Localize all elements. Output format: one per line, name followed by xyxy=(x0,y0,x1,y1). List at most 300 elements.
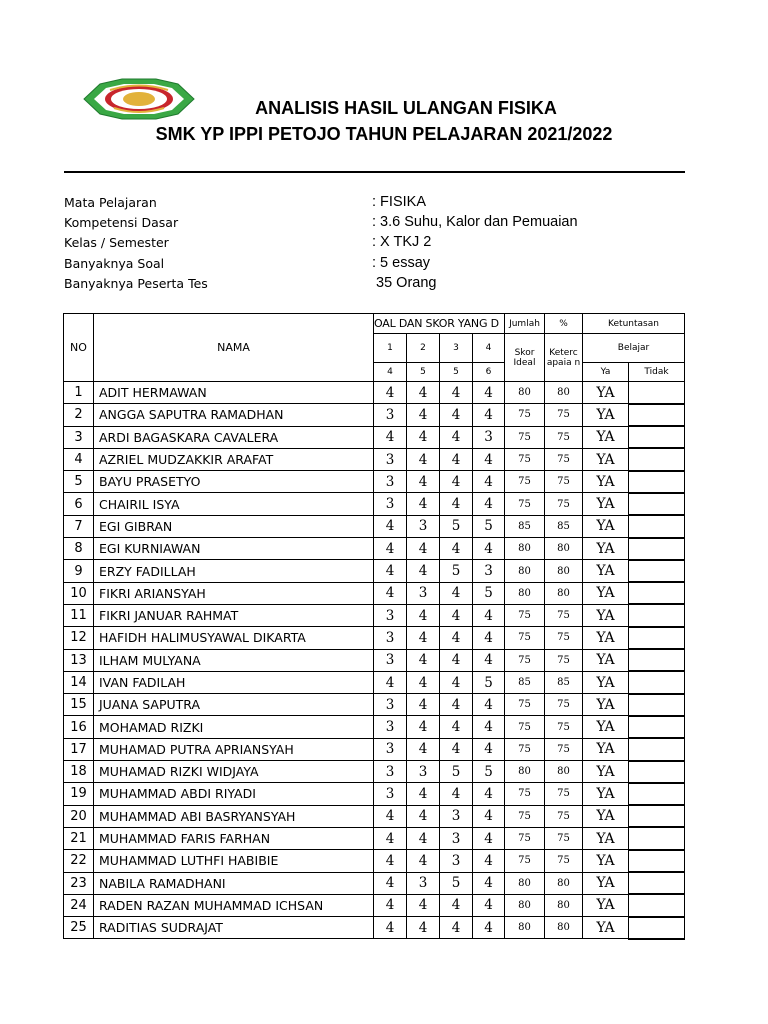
cell-soal-2: 4 xyxy=(407,560,440,582)
cell-soal-3: 4 xyxy=(440,738,473,760)
cell-ya: YA xyxy=(583,761,629,783)
cell-soal-2: 4 xyxy=(407,783,440,805)
cell-jumlah: 75 xyxy=(505,716,545,738)
table-row xyxy=(64,761,685,783)
cell-soal-3: 4 xyxy=(440,404,473,426)
cell-soal-1: 3 xyxy=(374,694,407,716)
cell-soal-3: 5 xyxy=(440,761,473,783)
cell-soal-3: 3 xyxy=(440,805,473,827)
header-no: NO xyxy=(64,314,94,382)
cell-tidak xyxy=(629,538,685,560)
cell-nama: EGI KURNIAWAN xyxy=(94,538,374,560)
cell-no: 20 xyxy=(64,805,94,827)
header-soal-4: 4 xyxy=(473,334,505,363)
cell-nama: AZRIEL MUDZAKKIR ARAFAT xyxy=(94,448,374,470)
cell-soal-3: 5 xyxy=(440,515,473,537)
cell-soal-4: 4 xyxy=(473,917,505,939)
cell-tidak xyxy=(629,738,685,760)
cell-no: 3 xyxy=(64,426,94,448)
cell-persen: 80 xyxy=(545,894,583,916)
cell-soal-4: 5 xyxy=(473,671,505,693)
cell-ya: YA xyxy=(583,738,629,760)
header-max-4: 6 xyxy=(473,363,505,382)
cell-jumlah: 75 xyxy=(505,649,545,671)
cell-soal-2: 4 xyxy=(407,382,440,404)
cell-nama: JUANA SAPUTRA xyxy=(94,694,374,716)
cell-ya: YA xyxy=(583,917,629,939)
header-max-2: 5 xyxy=(407,363,440,382)
cell-no: 9 xyxy=(64,560,94,582)
cell-nama: RADEN RAZAN MUHAMMAD ICHSAN xyxy=(94,894,374,916)
cell-soal-2: 4 xyxy=(407,894,440,916)
table-row xyxy=(64,671,685,693)
cell-nama: ADIT HERMAWAN xyxy=(94,382,374,404)
header-max-3: 5 xyxy=(440,363,473,382)
cell-soal-4: 4 xyxy=(473,783,505,805)
cell-tidak xyxy=(629,694,685,716)
cell-soal-2: 4 xyxy=(407,604,440,626)
info-value-banyaknya-soal: : 5 essay xyxy=(372,255,431,271)
cell-ya: YA xyxy=(583,649,629,671)
cell-persen: 80 xyxy=(545,382,583,404)
table-row xyxy=(64,850,685,872)
cell-tidak xyxy=(629,560,685,582)
cell-soal-2: 4 xyxy=(407,805,440,827)
cell-no: 18 xyxy=(64,761,94,783)
cell-soal-2: 3 xyxy=(407,515,440,537)
cell-soal-1: 4 xyxy=(374,671,407,693)
cell-soal-4: 3 xyxy=(473,426,505,448)
cell-persen: 80 xyxy=(545,872,583,894)
cell-jumlah: 75 xyxy=(505,493,545,515)
cell-tidak xyxy=(629,627,685,649)
cell-soal-3: 3 xyxy=(440,850,473,872)
cell-soal-1: 3 xyxy=(374,448,407,470)
cell-soal-2: 4 xyxy=(407,917,440,939)
cell-jumlah: 80 xyxy=(505,894,545,916)
cell-persen: 80 xyxy=(545,560,583,582)
cell-soal-2: 4 xyxy=(407,448,440,470)
header-tidak: Tidak xyxy=(629,363,685,382)
cell-soal-3: 4 xyxy=(440,671,473,693)
cell-ya: YA xyxy=(583,827,629,849)
cell-no: 1 xyxy=(64,382,94,404)
cell-nama: MUHAMMAD FARIS FARHAN xyxy=(94,827,374,849)
cell-soal-3: 4 xyxy=(440,604,473,626)
cell-soal-4: 5 xyxy=(473,582,505,604)
cell-soal-1: 4 xyxy=(374,582,407,604)
cell-no: 11 xyxy=(64,604,94,626)
cell-ya: YA xyxy=(583,515,629,537)
cell-jumlah: 75 xyxy=(505,471,545,493)
cell-nama: MUHAMMAD ABI BASRYANSYAH xyxy=(94,805,374,827)
cell-ya: YA xyxy=(583,493,629,515)
cell-persen: 75 xyxy=(545,493,583,515)
table-row xyxy=(64,827,685,849)
cell-soal-3: 4 xyxy=(440,426,473,448)
cell-persen: 80 xyxy=(545,538,583,560)
cell-jumlah: 75 xyxy=(505,627,545,649)
cell-persen: 75 xyxy=(545,448,583,470)
cell-soal-1: 3 xyxy=(374,738,407,760)
cell-no: 4 xyxy=(64,448,94,470)
cell-no: 24 xyxy=(64,894,94,916)
table-row xyxy=(64,382,685,404)
cell-soal-1: 4 xyxy=(374,917,407,939)
cell-jumlah: 75 xyxy=(505,850,545,872)
cell-soal-3: 3 xyxy=(440,827,473,849)
cell-tidak xyxy=(629,917,685,939)
cell-soal-1: 4 xyxy=(374,382,407,404)
cell-nama: MUHAMMAD LUTHFI HABIBIE xyxy=(94,850,374,872)
cell-nama: ILHAM MULYANA xyxy=(94,649,374,671)
cell-soal-4: 4 xyxy=(473,493,505,515)
cell-jumlah: 75 xyxy=(505,694,545,716)
cell-nama: FIKRI ARIANSYAH xyxy=(94,582,374,604)
header-divider xyxy=(64,171,685,173)
cell-soal-4: 4 xyxy=(473,827,505,849)
cell-no: 6 xyxy=(64,493,94,515)
cell-persen: 75 xyxy=(545,604,583,626)
cell-soal-4: 4 xyxy=(473,604,505,626)
cell-persen: 85 xyxy=(545,515,583,537)
cell-jumlah: 75 xyxy=(505,738,545,760)
cell-soal-3: 5 xyxy=(440,872,473,894)
cell-ya: YA xyxy=(583,894,629,916)
cell-tidak xyxy=(629,850,685,872)
cell-no: 15 xyxy=(64,694,94,716)
info-value-kelas-semester: : X TKJ 2 xyxy=(372,234,432,250)
cell-soal-2: 4 xyxy=(407,493,440,515)
cell-soal-1: 4 xyxy=(374,850,407,872)
cell-soal-2: 4 xyxy=(407,671,440,693)
table-row xyxy=(64,404,685,426)
cell-ya: YA xyxy=(583,382,629,404)
cell-persen: 75 xyxy=(545,783,583,805)
cell-soal-1: 4 xyxy=(374,827,407,849)
cell-soal-2: 3 xyxy=(407,582,440,604)
header-skor-ideal: Skor Ideal xyxy=(505,334,545,382)
cell-no: 19 xyxy=(64,783,94,805)
info-label-peserta-tes: Banyaknya Peserta Tes xyxy=(64,276,208,291)
header-jumlah: Jumlah xyxy=(505,314,545,334)
info-label-kelas-semester: Kelas / Semester xyxy=(64,235,169,250)
cell-soal-2: 4 xyxy=(407,538,440,560)
cell-soal-4: 4 xyxy=(473,805,505,827)
cell-soal-3: 4 xyxy=(440,716,473,738)
cell-soal-1: 3 xyxy=(374,783,407,805)
cell-jumlah: 80 xyxy=(505,761,545,783)
cell-soal-2: 4 xyxy=(407,738,440,760)
header-soal-1: 1 xyxy=(374,334,407,363)
cell-tidak xyxy=(629,805,685,827)
table-row xyxy=(64,515,685,537)
cell-tidak xyxy=(629,827,685,849)
cell-soal-3: 4 xyxy=(440,627,473,649)
cell-soal-1: 3 xyxy=(374,649,407,671)
table-row xyxy=(64,716,685,738)
header-soal-3: 3 xyxy=(440,334,473,363)
cell-soal-3: 4 xyxy=(440,582,473,604)
cell-soal-3: 4 xyxy=(440,493,473,515)
cell-ya: YA xyxy=(583,426,629,448)
cell-jumlah: 75 xyxy=(505,448,545,470)
cell-persen: 75 xyxy=(545,805,583,827)
school-title: SMK YP IPPI PETOJO TAHUN PELAJARAN 2021/2022 xyxy=(155,124,613,144)
cell-no: 25 xyxy=(64,917,94,939)
cell-ya: YA xyxy=(583,716,629,738)
cell-jumlah: 80 xyxy=(505,382,545,404)
cell-nama: CHAIRIL ISYA xyxy=(94,493,374,515)
header-persen: % xyxy=(545,314,583,334)
report-title: ANALISIS HASIL ULANGAN FISIKA xyxy=(255,98,557,118)
cell-soal-2: 4 xyxy=(407,827,440,849)
cell-persen: 75 xyxy=(545,627,583,649)
cell-no: 16 xyxy=(64,716,94,738)
cell-soal-4: 5 xyxy=(473,515,505,537)
cell-soal-2: 4 xyxy=(407,694,440,716)
cell-persen: 75 xyxy=(545,471,583,493)
cell-soal-1: 3 xyxy=(374,604,407,626)
cell-tidak xyxy=(629,671,685,693)
cell-jumlah: 80 xyxy=(505,560,545,582)
cell-soal-3: 4 xyxy=(440,649,473,671)
cell-no: 5 xyxy=(64,471,94,493)
cell-soal-4: 4 xyxy=(473,894,505,916)
cell-tidak xyxy=(629,761,685,783)
cell-persen: 80 xyxy=(545,582,583,604)
info-value-mata-pelajaran: : FISIKA xyxy=(372,194,426,210)
cell-ya: YA xyxy=(583,805,629,827)
info-label-kompetensi-dasar: Kompetensi Dasar xyxy=(64,215,179,230)
cell-ya: YA xyxy=(583,582,629,604)
cell-soal-4: 5 xyxy=(473,761,505,783)
cell-nama: RADITIAS SUDRAJAT xyxy=(94,917,374,939)
cell-tidak xyxy=(629,493,685,515)
cell-nama: EGI GIBRAN xyxy=(94,515,374,537)
cell-soal-3: 4 xyxy=(440,538,473,560)
cell-tidak xyxy=(629,382,685,404)
cell-tidak xyxy=(629,582,685,604)
cell-ya: YA xyxy=(583,783,629,805)
cell-nama: NABILA RAMADHANI xyxy=(94,872,374,894)
cell-jumlah: 80 xyxy=(505,582,545,604)
cell-nama: ARDI BAGASKARA CAVALERA xyxy=(94,426,374,448)
cell-ya: YA xyxy=(583,671,629,693)
cell-soal-4: 4 xyxy=(473,382,505,404)
cell-no: 7 xyxy=(64,515,94,537)
cell-jumlah: 75 xyxy=(505,805,545,827)
cell-soal-1: 3 xyxy=(374,716,407,738)
table-row xyxy=(64,538,685,560)
header-soal-2: 2 xyxy=(407,334,440,363)
cell-ya: YA xyxy=(583,604,629,626)
cell-tidak xyxy=(629,783,685,805)
cell-soal-1: 3 xyxy=(374,761,407,783)
cell-soal-4: 4 xyxy=(473,448,505,470)
cell-tidak xyxy=(629,471,685,493)
cell-soal-1: 4 xyxy=(374,805,407,827)
cell-nama: MUHAMAD RIZKI WIDJAYA xyxy=(94,761,374,783)
cell-no: 10 xyxy=(64,582,94,604)
cell-no: 14 xyxy=(64,671,94,693)
cell-nama: ANGGA SAPUTRA RAMADHAN xyxy=(94,404,374,426)
cell-soal-4: 4 xyxy=(473,404,505,426)
table-row xyxy=(64,649,685,671)
cell-jumlah: 75 xyxy=(505,404,545,426)
cell-jumlah: 75 xyxy=(505,783,545,805)
cell-soal-2: 4 xyxy=(407,649,440,671)
cell-soal-2: 4 xyxy=(407,716,440,738)
cell-no: 23 xyxy=(64,872,94,894)
cell-soal-4: 4 xyxy=(473,694,505,716)
cell-tidak xyxy=(629,894,685,916)
cell-tidak xyxy=(629,448,685,470)
cell-tidak xyxy=(629,604,685,626)
cell-nama: MUHAMAD PUTRA APRIANSYAH xyxy=(94,738,374,760)
table-row xyxy=(64,582,685,604)
table-row xyxy=(64,493,685,515)
cell-soal-4: 4 xyxy=(473,738,505,760)
cell-ya: YA xyxy=(583,404,629,426)
header-nama: NAMA xyxy=(94,314,374,382)
cell-soal-4: 4 xyxy=(473,471,505,493)
cell-persen: 75 xyxy=(545,827,583,849)
cell-ya: YA xyxy=(583,448,629,470)
cell-soal-1: 3 xyxy=(374,627,407,649)
cell-soal-2: 4 xyxy=(407,426,440,448)
cell-nama: BAYU PRASETYO xyxy=(94,471,374,493)
header-ketuntasan: Ketuntasan xyxy=(583,314,685,334)
cell-jumlah: 75 xyxy=(505,426,545,448)
cell-soal-3: 4 xyxy=(440,783,473,805)
cell-jumlah: 75 xyxy=(505,827,545,849)
cell-soal-2: 3 xyxy=(407,872,440,894)
table-row xyxy=(64,471,685,493)
cell-tidak xyxy=(629,404,685,426)
cell-tidak xyxy=(629,426,685,448)
cell-ya: YA xyxy=(583,538,629,560)
cell-jumlah: 75 xyxy=(505,604,545,626)
header-soal-skor: OAL DAN SKOR YANG D xyxy=(374,314,505,334)
cell-soal-3: 4 xyxy=(440,917,473,939)
header-max-1: 4 xyxy=(374,363,407,382)
cell-soal-4: 4 xyxy=(473,716,505,738)
info-label-banyaknya-soal: Banyaknya Soal xyxy=(64,256,165,271)
cell-ya: YA xyxy=(583,471,629,493)
cell-soal-4: 4 xyxy=(473,850,505,872)
cell-tidak xyxy=(629,716,685,738)
cell-jumlah: 80 xyxy=(505,538,545,560)
cell-soal-1: 4 xyxy=(374,894,407,916)
table-row xyxy=(64,426,685,448)
cell-nama: FIKRI JANUAR RAHMAT xyxy=(94,604,374,626)
cell-no: 22 xyxy=(64,850,94,872)
table-row xyxy=(64,783,685,805)
cell-ya: YA xyxy=(583,627,629,649)
cell-ya: YA xyxy=(583,850,629,872)
cell-ya: YA xyxy=(583,872,629,894)
cell-nama: IVAN FADILAH xyxy=(94,671,374,693)
cell-persen: 75 xyxy=(545,426,583,448)
cell-soal-1: 4 xyxy=(374,560,407,582)
cell-soal-3: 4 xyxy=(440,894,473,916)
cell-soal-3: 5 xyxy=(440,560,473,582)
cell-soal-1: 3 xyxy=(374,471,407,493)
cell-soal-2: 3 xyxy=(407,761,440,783)
cell-soal-4: 4 xyxy=(473,649,505,671)
cell-persen: 75 xyxy=(545,404,583,426)
score-table xyxy=(63,313,685,940)
header-ya: Ya xyxy=(583,363,629,382)
cell-tidak xyxy=(629,872,685,894)
cell-soal-1: 4 xyxy=(374,426,407,448)
cell-soal-4: 4 xyxy=(473,627,505,649)
cell-persen: 75 xyxy=(545,738,583,760)
info-label-mata-pelajaran: Mata Pelajaran xyxy=(64,195,157,210)
cell-no: 13 xyxy=(64,649,94,671)
cell-soal-1: 4 xyxy=(374,515,407,537)
table-row xyxy=(64,872,685,894)
cell-ya: YA xyxy=(583,560,629,582)
cell-persen: 80 xyxy=(545,761,583,783)
cell-jumlah: 80 xyxy=(505,917,545,939)
cell-soal-2: 4 xyxy=(407,404,440,426)
cell-ya: YA xyxy=(583,694,629,716)
header-belajar: Belajar xyxy=(583,334,685,363)
cell-no: 8 xyxy=(64,538,94,560)
cell-soal-4: 4 xyxy=(473,538,505,560)
cell-soal-3: 4 xyxy=(440,382,473,404)
table-row xyxy=(64,448,685,470)
cell-persen: 75 xyxy=(545,716,583,738)
cell-tidak xyxy=(629,515,685,537)
cell-persen: 75 xyxy=(545,694,583,716)
table-row xyxy=(64,894,685,916)
cell-soal-4: 4 xyxy=(473,872,505,894)
cell-nama: ERZY FADILLAH xyxy=(94,560,374,582)
cell-nama: MUHAMMAD ABDI RIYADI xyxy=(94,783,374,805)
cell-persen: 75 xyxy=(545,649,583,671)
cell-soal-1: 3 xyxy=(374,404,407,426)
cell-no: 21 xyxy=(64,827,94,849)
cell-nama: HAFIDH HALIMUSYAWAL DIKARTA xyxy=(94,627,374,649)
cell-soal-3: 4 xyxy=(440,471,473,493)
table-row xyxy=(64,560,685,582)
table-row xyxy=(64,738,685,760)
header-ketercapaian: Keterc apaia n xyxy=(545,334,583,382)
table-row xyxy=(64,694,685,716)
info-value-kompetensi-dasar: : 3.6 Suhu, Kalor dan Pemuaian xyxy=(372,214,578,230)
table-row xyxy=(64,627,685,649)
cell-soal-2: 4 xyxy=(407,627,440,649)
cell-soal-1: 3 xyxy=(374,493,407,515)
cell-soal-3: 4 xyxy=(440,694,473,716)
cell-no: 17 xyxy=(64,738,94,760)
cell-jumlah: 80 xyxy=(505,872,545,894)
cell-persen: 75 xyxy=(545,850,583,872)
info-value-peserta-tes: 35 Orang xyxy=(372,275,437,291)
cell-soal-2: 4 xyxy=(407,471,440,493)
cell-persen: 80 xyxy=(545,917,583,939)
table-row xyxy=(64,604,685,626)
cell-soal-2: 4 xyxy=(407,850,440,872)
cell-no: 12 xyxy=(64,627,94,649)
cell-tidak xyxy=(629,649,685,671)
cell-no: 2 xyxy=(64,404,94,426)
table-row xyxy=(64,917,685,939)
cell-jumlah: 85 xyxy=(505,515,545,537)
